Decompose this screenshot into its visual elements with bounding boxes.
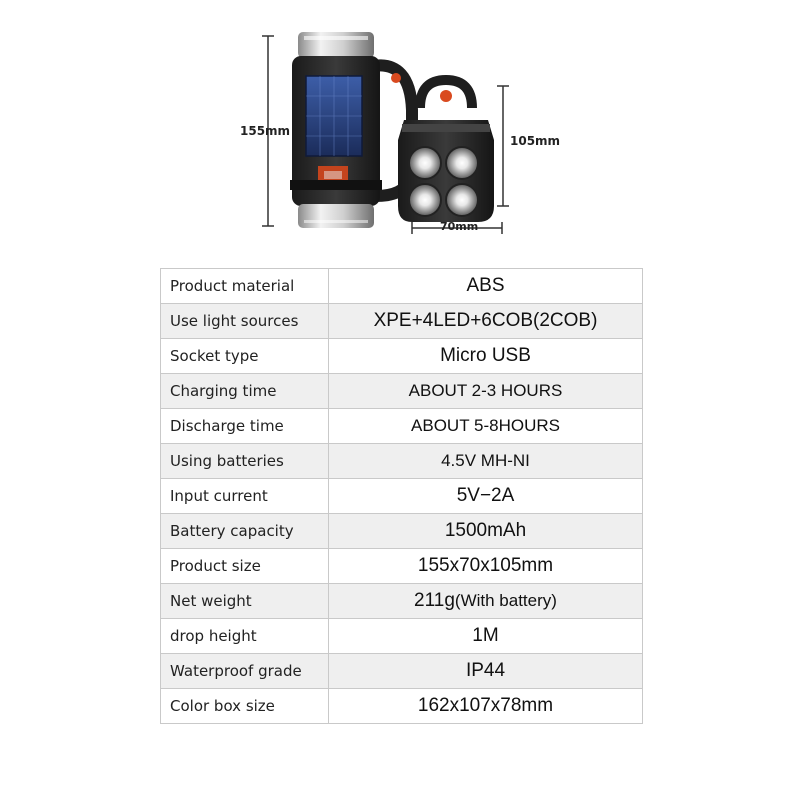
head-height-dimension-line (497, 86, 509, 206)
spec-value: 1500mAh (329, 514, 643, 549)
spec-label: Waterproof grade (161, 654, 329, 689)
spec-value (329, 584, 643, 619)
spec-value: XPE+4LED+6COB(2COB) (329, 304, 643, 339)
spec-label: Battery capacity (161, 514, 329, 549)
spec-value-note: (With battery) (454, 591, 557, 610)
spec-row-input-current (161, 479, 643, 514)
spec-row-discharge-time (161, 409, 643, 444)
spec-table (160, 268, 643, 724)
spec-label: Product material (161, 269, 329, 304)
spec-value: 162x107x78mm (329, 689, 643, 724)
width-dimension-label: 70mm (440, 220, 479, 233)
main-flashlight (290, 32, 412, 228)
spec-label: Charging time (161, 374, 329, 409)
spec-row-drop-height (161, 619, 643, 654)
spec-label: Discharge time (161, 409, 329, 444)
spec-label: Using batteries (161, 444, 329, 479)
spec-value: 155x70x105mm (329, 549, 643, 584)
spec-row-color-box-size (161, 689, 643, 724)
spec-row-socket-type (161, 339, 643, 374)
spec-label: Input current (161, 479, 329, 514)
spec-label: drop height (161, 619, 329, 654)
spec-label: Color box size (161, 689, 329, 724)
flashlight-drawing (0, 0, 800, 262)
spec-label: Product size (161, 549, 329, 584)
spec-value: 5V−2A (329, 479, 643, 514)
spec-row-product-size (161, 549, 643, 584)
spec-value: IP44 (329, 654, 643, 689)
spec-value-main: 211g (414, 590, 455, 611)
spec-row-net-weight (161, 584, 643, 619)
spec-label: Net weight (161, 584, 329, 619)
height-dimension-label: 155mm (240, 124, 291, 138)
spec-row-charging-time (161, 374, 643, 409)
spec-label: Use light sources (161, 304, 329, 339)
head-height-dimension-label: 105mm (510, 134, 561, 148)
spec-row-battery-capacity (161, 514, 643, 549)
spec-row-light-sources (161, 304, 643, 339)
spec-value: 4.5V MH-NI (329, 444, 643, 479)
product-illustration (0, 0, 800, 262)
spec-value: 1M (329, 619, 643, 654)
spec-row-product-material (161, 269, 643, 304)
spec-value: Micro USB (329, 339, 643, 374)
spec-row-batteries (161, 444, 643, 479)
spec-value: ABOUT 5-8HOURS (329, 409, 643, 444)
spec-value: ABOUT 2-3 HOURS (329, 374, 643, 409)
spec-label: Socket type (161, 339, 329, 374)
spec-row-waterproof-grade (161, 654, 643, 689)
spec-value: ABS (329, 269, 643, 304)
